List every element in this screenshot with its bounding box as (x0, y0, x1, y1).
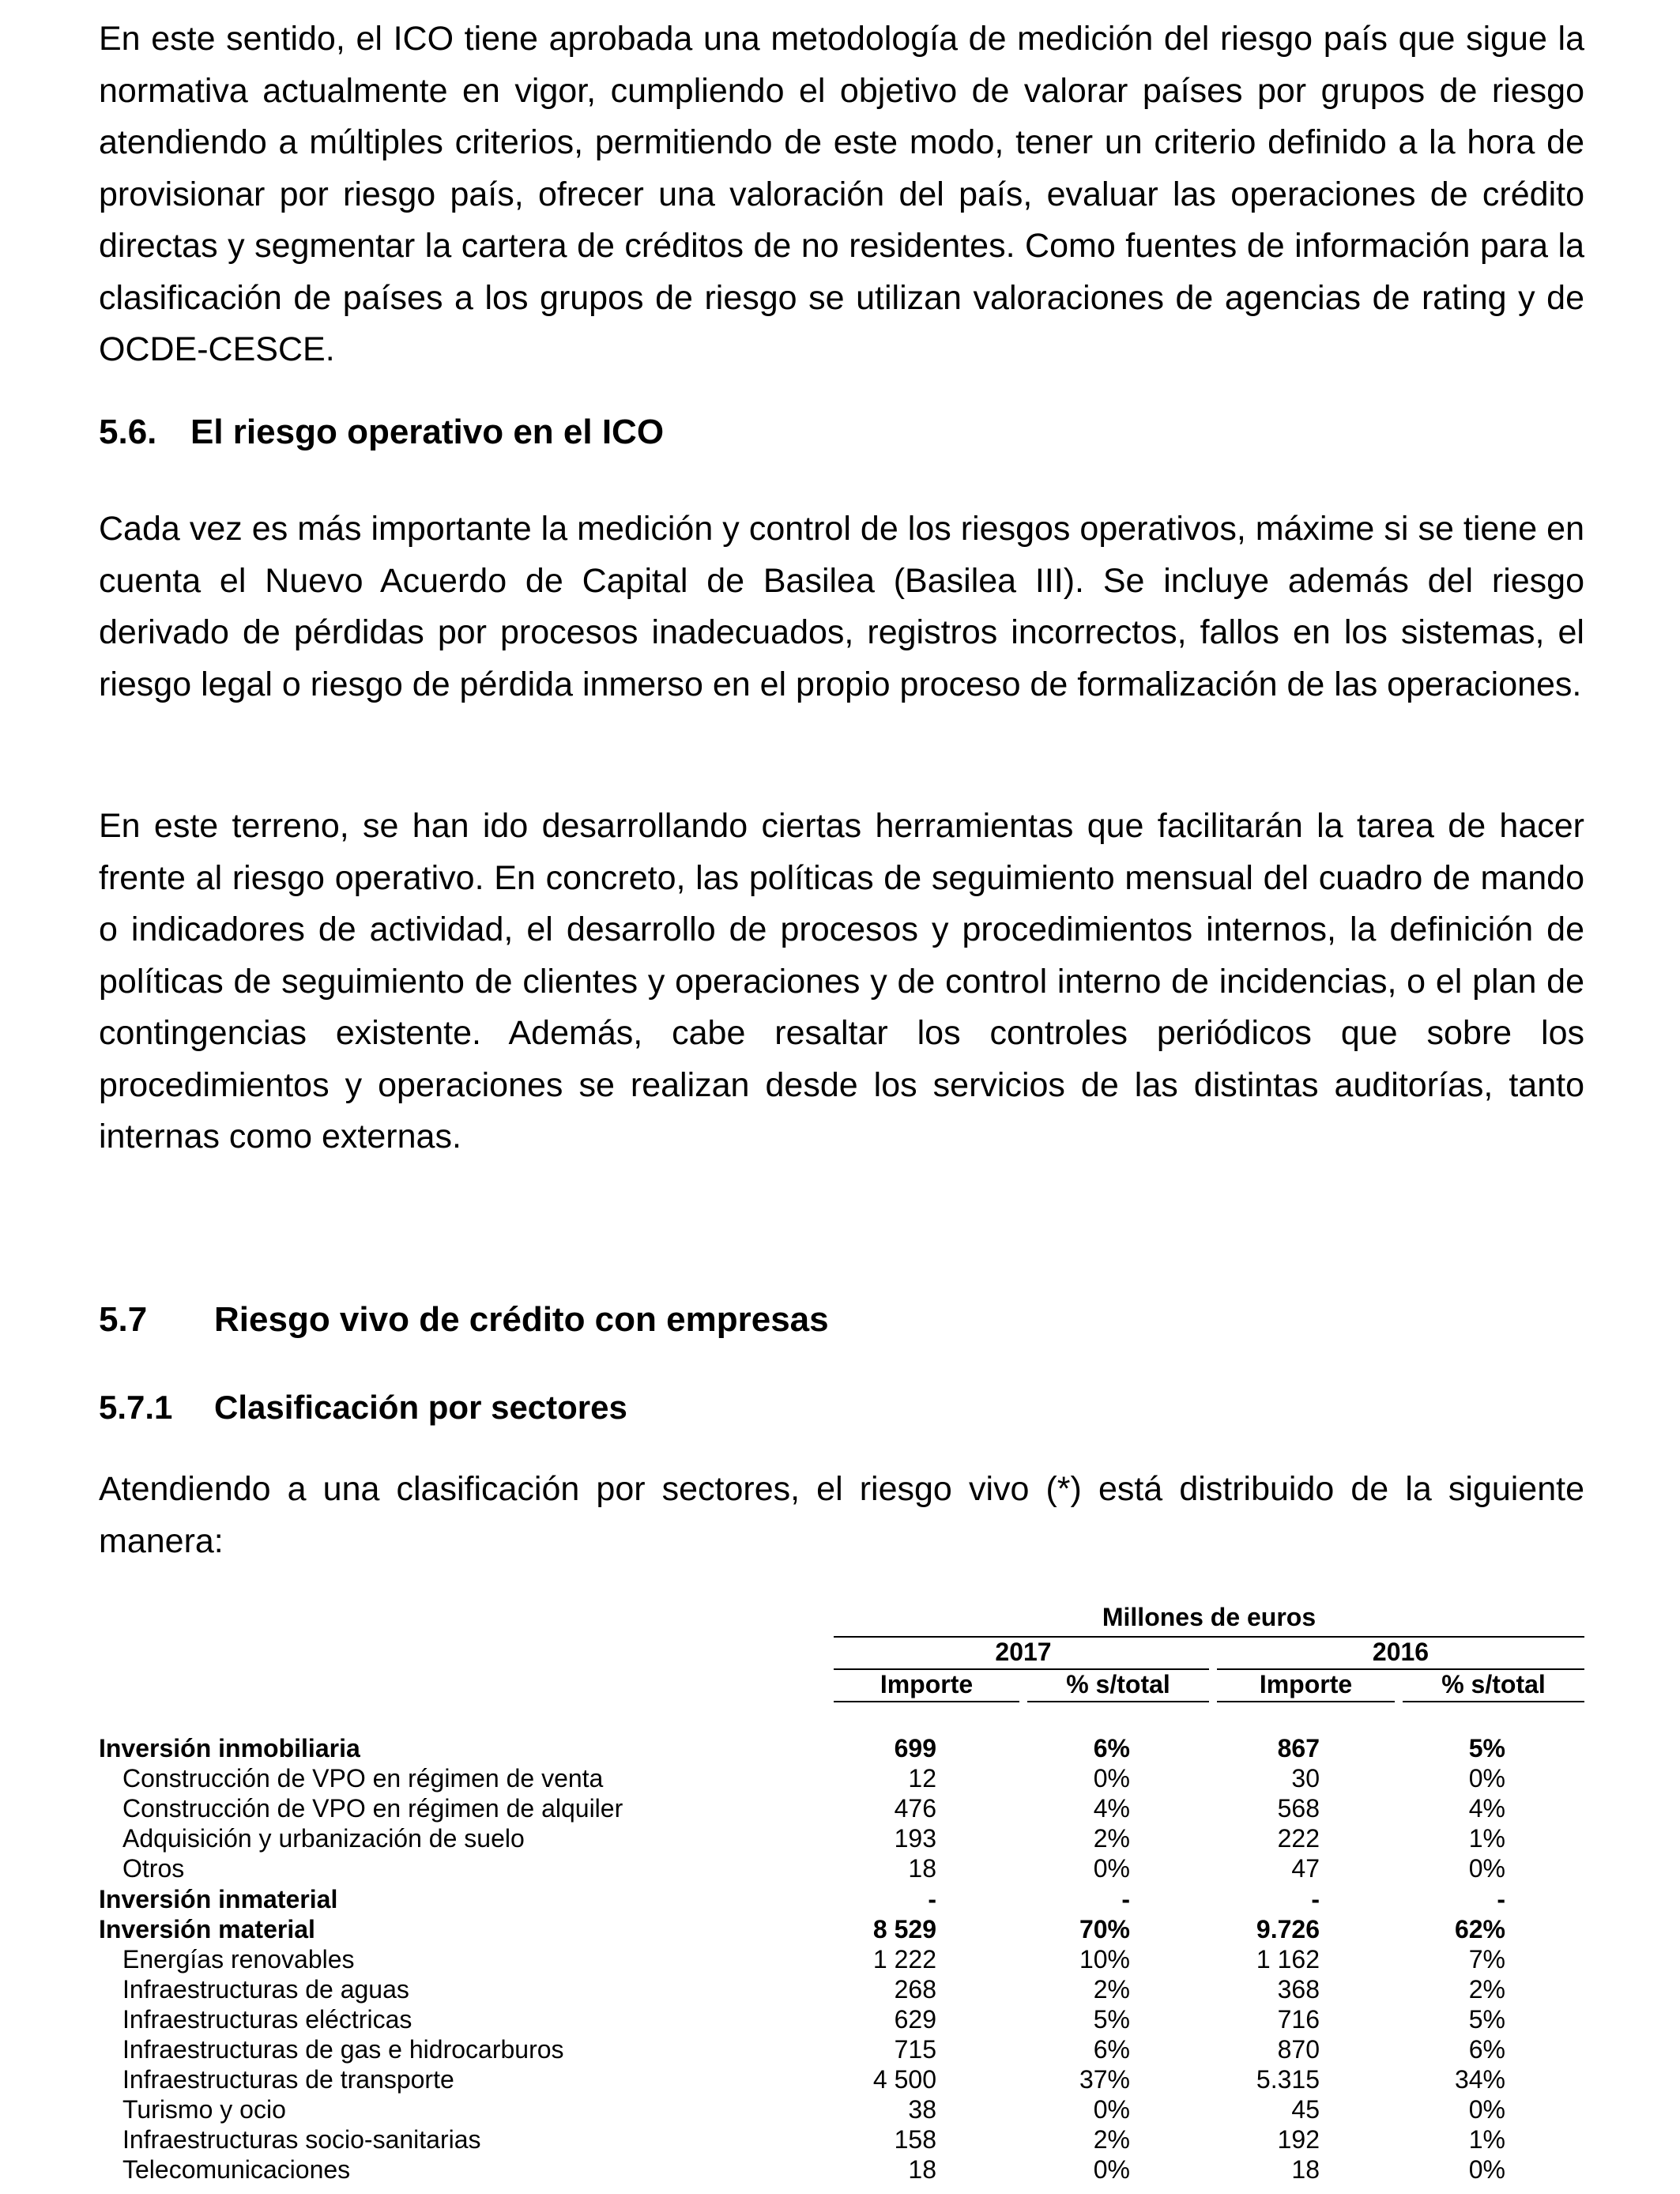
table-cell: 0% (1468, 1764, 1505, 1793)
table-cell: 18 (1291, 2155, 1320, 2185)
row-label: Inversión inmaterial (99, 1884, 338, 1913)
table-cell: 34% (1454, 2065, 1505, 2094)
paragraph-intro-table: Atendiendo a una clasificación por sectores, el riesgo vivo (*) está distribuido de la siguiente manera: (99, 1470, 1584, 1560)
row-label: Construcción de VPO en régimen de alquiler (122, 1794, 623, 1823)
table-cell: 716 (1277, 2004, 1320, 2034)
table-cell: 1 222 (872, 1944, 936, 1973)
table-cell: 870 (1277, 2035, 1320, 2064)
section-title: Clasificación por sectores (214, 1389, 627, 1426)
table-cell: 192 (1277, 2125, 1320, 2154)
table-cell: 8 529 (872, 1914, 936, 1943)
section-heading-5-7 (99, 1300, 829, 1340)
row-label: Infraestructuras eléctricas (122, 2004, 412, 2034)
section-number: 5.6. (99, 413, 157, 451)
table-cell: 38 (908, 2095, 936, 2124)
year-2016-header: 2016 (1372, 1638, 1430, 1666)
table-row (99, 2064, 1584, 2094)
table-cell: 568 (1277, 1794, 1320, 1823)
row-label: Energías renovables (122, 1944, 355, 1973)
table-cell: - (928, 1884, 936, 1913)
paragraph-country-risk: En este sentido, el ICO tiene aprobada una metodología de medición del riesgo país que sigue la normativa actualmente en vigor, cumpliendo el objetivo de valorar países por grupos de riesgo atendiendo a múltiples criterios, permitiendo de este modo, tener un criterio definido a la hora de provisionar por riesgo país, ofrecer una valoración del país, evaluar las operaciones de crédito directas y segmentar la cartera de créditos de no residentes. Como fuentes de información para la clasificación de países a los grupos de riesgo se utilizan valoraciones de agencias de rating y de OCDE-CESCE. (99, 20, 1584, 368)
table-cell: 193 (894, 1824, 936, 1853)
table-row (99, 1793, 1584, 1823)
table-cell: 62% (1454, 1914, 1505, 1943)
table-cell: 158 (894, 2125, 936, 2154)
row-label: Adquisición y urbanización de suelo (122, 1824, 525, 1853)
table-cell: 0% (1093, 2095, 1130, 2124)
row-label: Infraestructuras de transporte (122, 2065, 454, 2094)
table-cell: 12 (908, 1764, 936, 1793)
table-cell: 629 (894, 2004, 936, 2034)
paragraph-tools: En este terreno, se han ido desarrollando ciertas herramientas que facilitarán la tarea de hacer frente al riesgo operativo. En concreto, las políticas de seguimiento mensual del cuadro de mando o indicadores de actividad, el desarrollo de procesos y procedimientos internos, la definición de políticas de seguimiento de clientes y operaciones y de control interno de incidencias, o el plan de contingencias existente. Además, cabe resaltar los controles periódicos que sobre los procedimientos y operaciones se realizan desde los servicios de las distintas auditorías, tanto internas como externas. (99, 807, 1584, 1155)
table-cell: 45 (1291, 2095, 1320, 2124)
table-cell: 699 (894, 1734, 936, 1762)
table-cell: 37% (1079, 2065, 1130, 2094)
year-2017-header: 2017 (995, 1638, 1052, 1666)
table-cell: 5.315 (1256, 2065, 1320, 2094)
table-cell: 222 (1277, 1824, 1320, 1853)
table-row (99, 2034, 1584, 2064)
table-cell: 1 162 (1256, 1944, 1320, 1973)
section-title: Riesgo vivo de crédito con empresas (214, 1300, 829, 1339)
table-cell: 0% (1468, 2155, 1505, 2185)
table-cell: 10% (1079, 1944, 1130, 1973)
table-cell: 9.726 (1256, 1914, 1320, 1943)
section-heading-5-6 (99, 413, 665, 452)
col-header-importe-2016: Importe (1259, 1670, 1353, 1698)
section-number: 5.7 (99, 1300, 148, 1339)
table-cell: 2% (1093, 2125, 1130, 2154)
row-label: Otros (122, 1854, 185, 1883)
table-row (99, 1884, 1584, 1914)
col-header-importe-2017: Importe (880, 1670, 974, 1698)
table-cell: 6% (1468, 2035, 1505, 2064)
table-row (99, 1974, 1584, 2004)
table-row (99, 2094, 1584, 2124)
table-cell: 4% (1468, 1794, 1505, 1823)
row-label: Inversión material (99, 1914, 315, 1943)
table-cell: 47 (1291, 1854, 1320, 1883)
row-label: Infraestructuras de aguas (122, 1974, 409, 2004)
table-cell: 5% (1468, 2004, 1505, 2034)
row-label: Inversión inmobiliaria (99, 1734, 360, 1762)
table-cell: 268 (894, 1974, 936, 2004)
table-row (99, 1914, 1584, 1944)
table-cell: - (1497, 1884, 1505, 1913)
unit-header: Millones de euros (1102, 1603, 1317, 1631)
table-cell: 0% (1093, 2155, 1130, 2185)
table-cell: 30 (1291, 1764, 1320, 1793)
table-cell: 6% (1093, 2035, 1130, 2064)
table-row (99, 2154, 1584, 2185)
table-cell: 4 500 (872, 2065, 936, 2094)
rule-line (1217, 1701, 1395, 1702)
table-row (99, 1733, 1584, 1763)
table-cell: 867 (1277, 1734, 1320, 1762)
table-cell: 2% (1093, 1824, 1130, 1853)
table-cell: 7% (1468, 1944, 1505, 1973)
row-label: Turismo y ocio (122, 2095, 286, 2124)
rule-line (1027, 1701, 1209, 1702)
table-cell: 0% (1093, 1764, 1130, 1793)
table-cell: 0% (1093, 1854, 1130, 1883)
col-header-pct-2016: % s/total (1441, 1670, 1546, 1698)
section-title: El riesgo operativo en el ICO (190, 413, 665, 451)
table-row (99, 2004, 1584, 2034)
table-cell: - (1121, 1884, 1130, 1913)
table-cell: 70% (1079, 1914, 1130, 1943)
table-cell: 0% (1468, 2095, 1505, 2124)
row-label: Infraestructuras socio-sanitarias (122, 2125, 481, 2154)
table-cell: 6% (1093, 1734, 1130, 1762)
table-row (99, 1853, 1584, 1883)
table-cell: 715 (894, 2035, 936, 2064)
table-cell: 1% (1468, 1824, 1505, 1853)
rule-line (1403, 1701, 1584, 1702)
table-row (99, 1944, 1584, 1974)
table-cell: 5% (1093, 2004, 1130, 2034)
table-cell: 476 (894, 1794, 936, 1823)
rule-line (834, 1701, 1019, 1702)
table-row (99, 2124, 1584, 2154)
table-cell: 5% (1468, 1734, 1505, 1762)
col-header-pct-2017: % s/total (1066, 1670, 1170, 1698)
table-cell: 0% (1468, 1854, 1505, 1883)
section-heading-5-7-1 (99, 1389, 627, 1427)
paragraph-operational-risk: Cada vez es más importante la medición y control de los riesgos operativos, máxime si se tiene en cuenta el Nuevo Acuerdo de Capital de Basilea (Basilea III). Se incluye además del riesgo derivado de pérdidas por procesos inadecuados, registros incorrectos, fallos en los sistemas, el riesgo legal o riesgo de pérdida inmerso en el propio proceso de formalización de las operaciones. (99, 510, 1584, 703)
row-label: Construcción de VPO en régimen de venta (122, 1764, 604, 1793)
row-label: Infraestructuras de gas e hidrocarburos (122, 2035, 564, 2064)
table-cell: 368 (1277, 1974, 1320, 2004)
section-number: 5.7.1 (99, 1389, 173, 1426)
row-label: Telecomunicaciones (122, 2155, 351, 2185)
table-cell: 2% (1468, 1974, 1505, 2004)
table-cell: 1% (1468, 2125, 1505, 2154)
table-row (99, 1763, 1584, 1793)
table-cell: - (1311, 1884, 1320, 1913)
table-row (99, 1823, 1584, 1853)
table-cell: 2% (1093, 1974, 1130, 2004)
table-cell: 4% (1093, 1794, 1130, 1823)
table-cell: 18 (908, 2155, 936, 2185)
table-cell: 18 (908, 1854, 936, 1883)
